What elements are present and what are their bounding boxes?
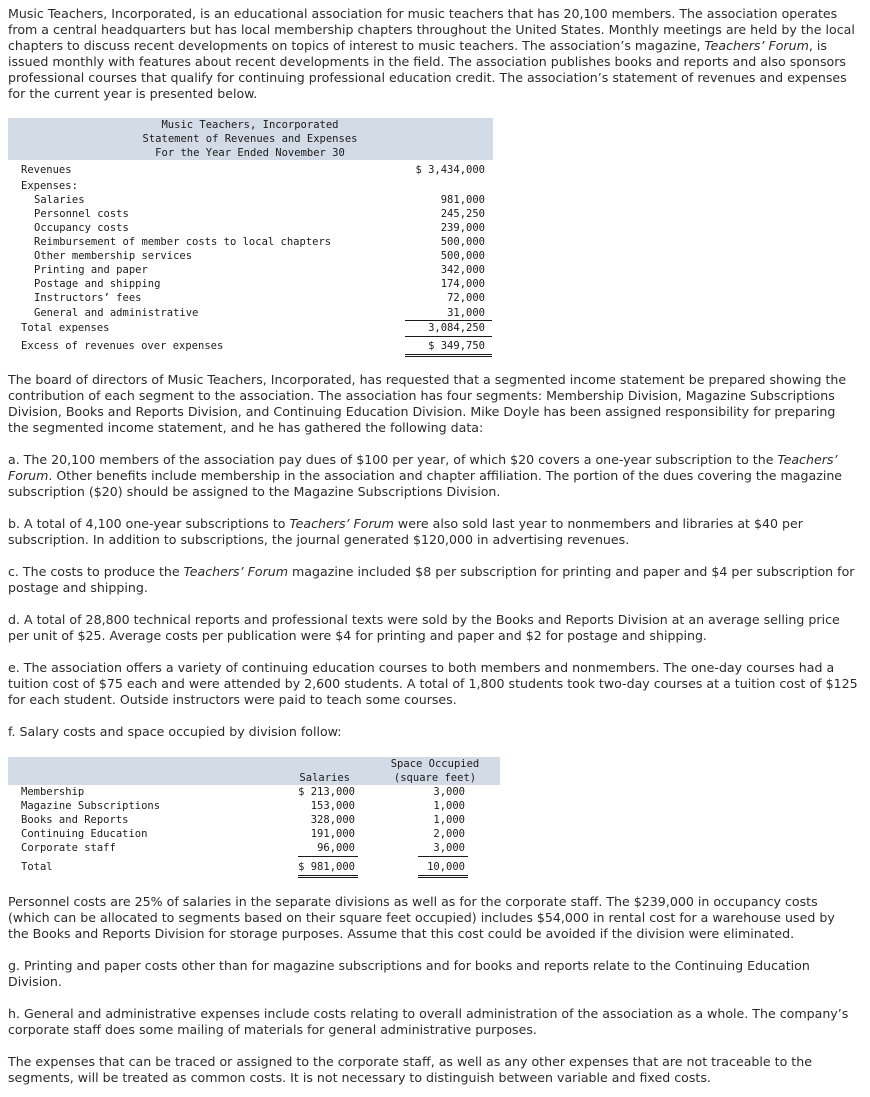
expense-label-membership-services: Other membership services bbox=[34, 250, 193, 262]
division-salary-magazine: 153,000 bbox=[310, 800, 355, 812]
item-d: d. A total of 28,800 technical reports and professional texts were sold by the Books and Reports Division at an average selling price per unit of $25. Average costs per publication were $4 for printing and paper and $2 for postage and shipping. bbox=[8, 612, 840, 643]
item-f: f. Salary costs and space occupied by division follow: bbox=[8, 724, 342, 739]
division-salary-books: 328,000 bbox=[310, 814, 355, 826]
salaries-double-line-1 bbox=[298, 875, 358, 876]
closing-paragraph: The expenses that can be traced or assigned to the corporate staff, as well as any other expenses that are not traceable to the segments, will be treated as common costs. It is not necessary to distinguish between variable and fixed costs. bbox=[8, 1054, 812, 1085]
space-double-line-2 bbox=[418, 877, 468, 878]
personnel-paragraph: Personnel costs are 25% of salaries in the separate divisions as well as for the corporate staff. The $239,000 in occupancy costs (which can be allocated to segments based on their square feet occupied) includes $54,000 in rental cost for a warehouse used by the Books and Reports Division for storage purposes. Assume that this cost could be avoided if the division were eliminated. bbox=[8, 894, 835, 941]
division-label-books: Books and Reports bbox=[21, 814, 129, 826]
excess-double-underline-1 bbox=[405, 354, 492, 355]
item-b: b. A total of 4,100 one-year subscriptions to Teachers’ Forum were also sold last year to nonmembers and libraries at $40 per subscription. In addition to subscriptions, the journal generated $120,000 in advertising revenues. bbox=[8, 516, 803, 547]
salaries-header: Salaries bbox=[299, 772, 350, 784]
expense-label-postage: Postage and shipping bbox=[34, 278, 161, 290]
expense-label-general-admin: General and administrative bbox=[34, 307, 199, 319]
board-paragraph: The board of directors of Music Teachers, Incorporated, has requested that a segmented income statement be prepared showing the contribution of each segment to the association. The association has four segments: Membership Division, Magazine Subscriptions Division, Books and Reports Division, and Continuing Education Division. Mike Doyle has been assigned responsibility for preparing the segmented income statement, and he has gathered the following data: bbox=[8, 372, 847, 435]
expense-value-personnel: 245,250 bbox=[440, 208, 485, 220]
division-total-salaries: $ 981,000 bbox=[298, 861, 355, 873]
salaries-double-line-2 bbox=[298, 877, 358, 878]
division-space-education: 2,000 bbox=[433, 828, 465, 840]
item-e: e. The association offers a variety of continuing education courses to both members and nonmembers. The one-day courses had a tuition cost of $75 each and were attended by 2,600 students. A total of 1,800 students took two-day courses at a tuition cost of $125 for each student. Outside instructors were paid to teach some courses. bbox=[8, 660, 858, 707]
excess-value: $ 349,750 bbox=[428, 340, 485, 352]
expense-label-instructors: Instructors’ fees bbox=[34, 292, 142, 304]
statement-title-name: Statement of Revenues and Expenses bbox=[142, 133, 358, 145]
space-double-line-1 bbox=[418, 875, 468, 876]
item-h: h. General and administrative expenses include costs relating to overall administration of the association as a whole. The company’s corporate staff does some mailing of materials for general administrative purposes. bbox=[8, 1006, 849, 1037]
expense-value-postage: 174,000 bbox=[440, 278, 485, 290]
statement-title-company: Music Teachers, Incorporated bbox=[161, 119, 339, 131]
expense-value-salaries: 981,000 bbox=[440, 194, 485, 206]
item-g: g. Printing and paper costs other than for magazine subscriptions and for books and reports relate to the Continuing Education Division. bbox=[8, 958, 810, 989]
statement-title-period: For the Year Ended November 30 bbox=[155, 147, 345, 159]
space-header-line1: Space Occupied bbox=[390, 758, 480, 770]
expense-label-salaries: Salaries bbox=[34, 194, 85, 206]
expense-value-membership-services: 500,000 bbox=[440, 250, 485, 262]
division-salary-membership: $ 213,000 bbox=[298, 786, 355, 798]
division-label-membership: Membership bbox=[21, 786, 85, 798]
division-space-corporate: 3,000 bbox=[433, 842, 465, 854]
expense-value-instructors: 72,000 bbox=[447, 292, 485, 304]
expense-label-occupancy: Occupancy costs bbox=[34, 222, 129, 234]
revenues-label: Revenues bbox=[21, 164, 72, 176]
expense-value-general-admin: 31,000 bbox=[447, 307, 485, 319]
excess-label: Excess of revenues over expenses bbox=[21, 340, 224, 352]
expense-label-printing: Printing and paper bbox=[34, 264, 148, 276]
expense-value-printing: 342,000 bbox=[440, 264, 485, 276]
item-c: c. The costs to produce the Teachers’ Forum magazine included $8 per subscription for printing and paper and $4 per subscription for postage and shipping. bbox=[8, 564, 855, 595]
intro-paragraph: Music Teachers, Incorporated, is an educational association for music teachers that has 20,100 members. The association operates from a central headquarters but has local membership chapters throughout the United States. Monthly meetings are held by the local chapters to discuss recent developments on topics of interest to music teachers. The association’s magazine, Teachers’ Forum, is issued monthly with features about recent developments in the field. The association publishes books and reports and also sponsors professional courses that qualify for continuing professional education credit. The association’s statement of revenues and expenses for the current year is presented below. bbox=[8, 6, 855, 101]
division-salary-education: 191,000 bbox=[310, 828, 355, 840]
division-space-magazine: 1,000 bbox=[433, 800, 465, 812]
division-label-education: Continuing Education bbox=[21, 828, 148, 840]
division-label-magazine: Magazine Subscriptions bbox=[21, 800, 161, 812]
expense-label-reimbursement: Reimbursement of member costs to local chapters bbox=[34, 236, 332, 248]
space-header-line2: (square feet) bbox=[393, 772, 477, 784]
division-label-corporate: Corporate staff bbox=[21, 842, 116, 854]
expenses-label: Expenses: bbox=[21, 180, 78, 192]
salaries-total-line bbox=[298, 856, 358, 857]
space-total-line bbox=[418, 856, 468, 857]
division-space-books: 1,000 bbox=[433, 814, 465, 826]
division-total-space: 10,000 bbox=[427, 861, 465, 873]
revenues-value: $ 3,434,000 bbox=[415, 164, 485, 176]
total-expenses-label: Total expenses bbox=[21, 322, 110, 334]
expense-label-personnel: Personnel costs bbox=[34, 208, 129, 220]
division-salary-corporate: 96,000 bbox=[317, 842, 355, 854]
division-space-membership: 3,000 bbox=[433, 786, 465, 798]
division-total-label: Total bbox=[21, 861, 53, 873]
excess-double-underline-2 bbox=[405, 356, 492, 357]
excess-top-line bbox=[405, 336, 492, 337]
expense-value-reimbursement: 500,000 bbox=[440, 236, 485, 248]
expense-value-occupancy: 239,000 bbox=[440, 222, 485, 234]
item-a: a. The 20,100 members of the association pay dues of $100 per year, of which $20 covers a one-year subscription to the Teachers’ Forum. Other benefits include membership in the association and chapter affiliation. The portion of the dues covering the magazine subscription ($20) should be assigned to the Magazine Subscriptions Division. bbox=[8, 452, 843, 499]
total-expenses-value: 3,084,250 bbox=[428, 322, 485, 334]
